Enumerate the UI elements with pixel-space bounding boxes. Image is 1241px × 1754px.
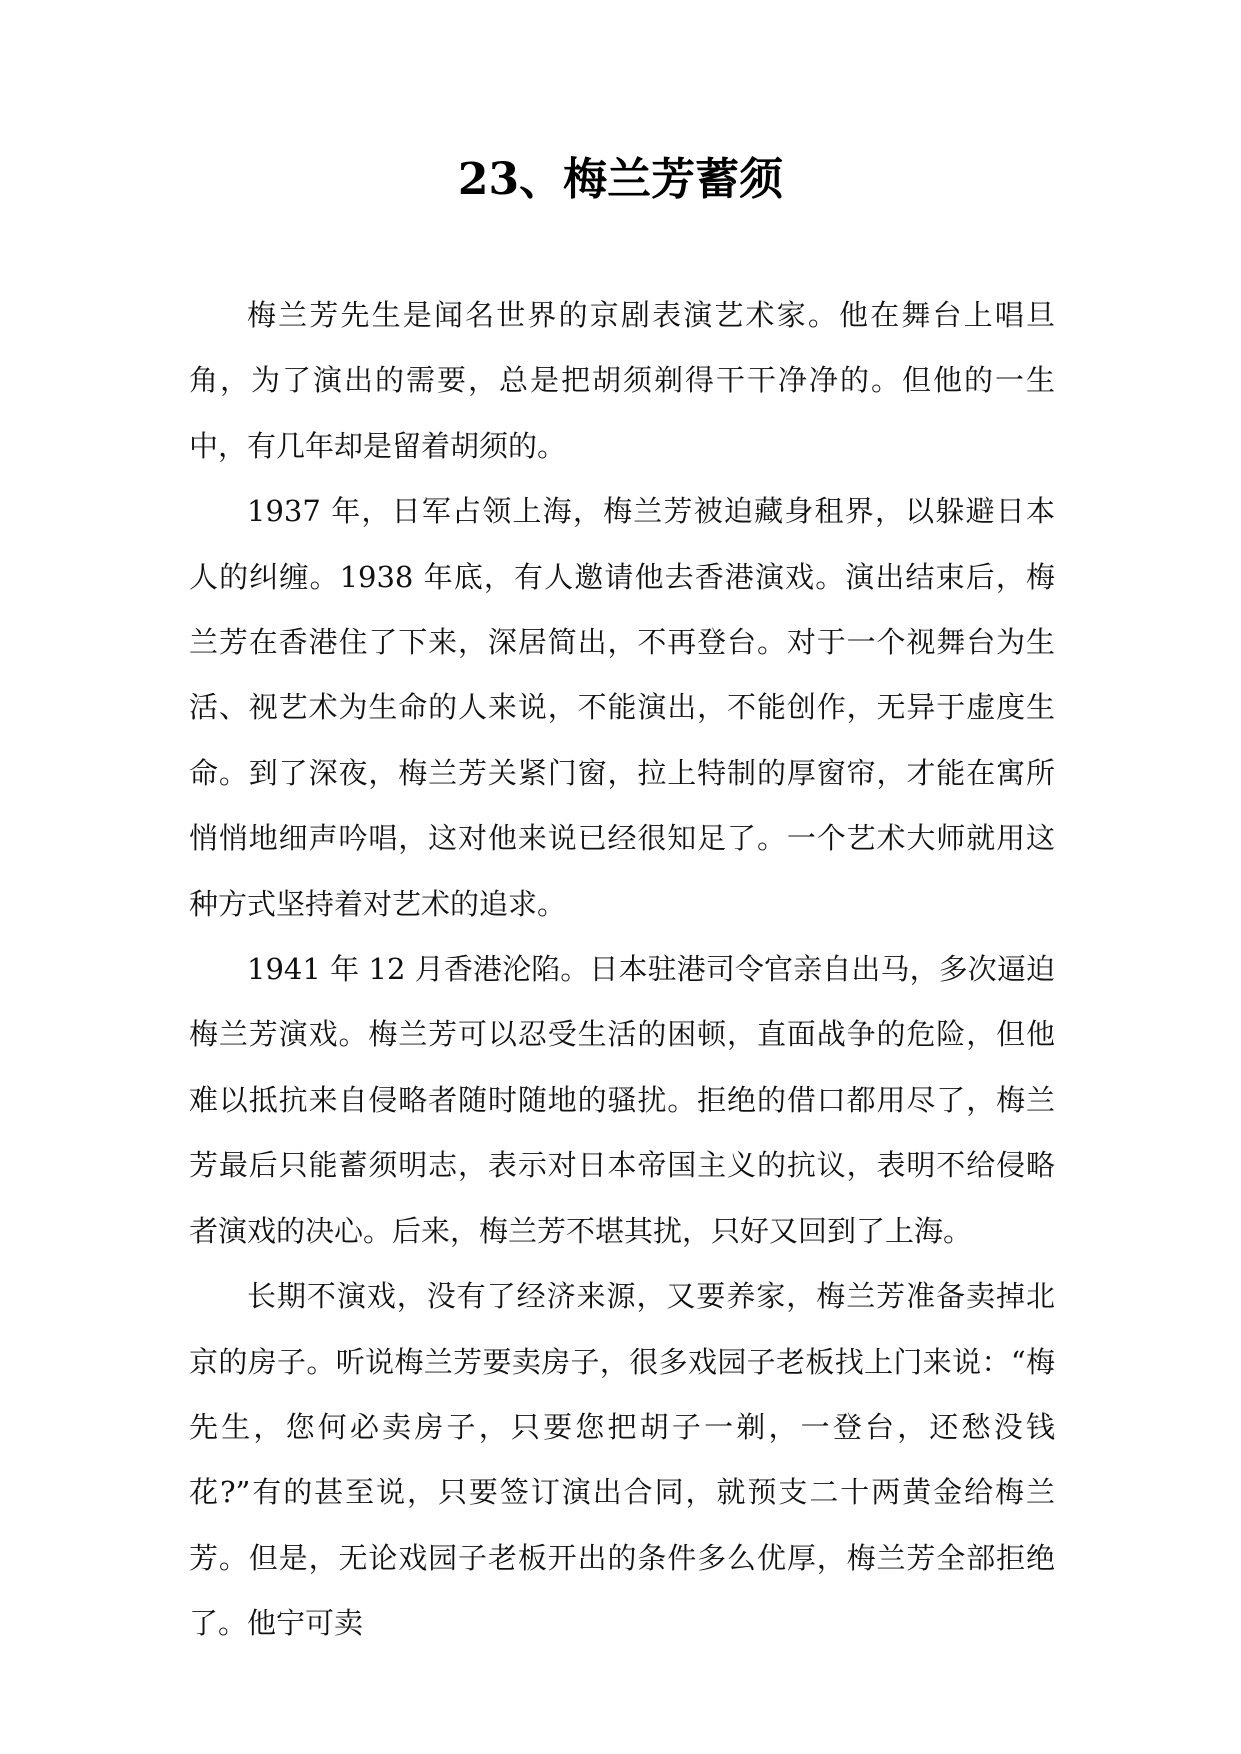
paragraph-3: 1941 年 12 月香港沦陷。日本驻港司令官亲自出马，多次逼迫梅兰芳演戏。梅兰芳可以忍受生活的困顿，直面战争的危险，但他难以抵抗来自侵略者随时随地的骚扰。拒绝的借口都用尽了，梅兰芳最后只能蓄须明志，表示对日本帝国主义的抗议，表明不给侵略者演戏的决心。后来，梅兰芳不堪其扰，只好又回到了上海。 — [189, 952, 1055, 1248]
paragraph-2: 1937 年，日军占领上海，梅兰芳被迫藏身租界，以躲避日本人的纠缠。1938 年底，有人邀请他去香港演戏。演出结束后，梅兰芳在香港住了下来，深居简出，不再登台。对于一个视舞台为生活、视艺术为生命的人来说，不能演出，不能创作，无异于虚度生命。到了深夜，梅兰芳关紧门窗，拉上特制的厚窗帘，才能在寓所悄悄地细声吟唱，这对他来说已经很知足了。一个艺术大师就用这种方式坚持着对艺术的追求。 — [189, 494, 1055, 921]
paragraph-4: 长期不演戏，没有了经济来源，又要养家，梅兰芳准备卖掉北京的房子。听说梅兰芳要卖房子，很多戏园子老板找上门来说：“梅先生，您何必卖房子，只要您把胡子一剃，一登台，还愁没钱花?”有的甚至说，只要签订演出合同，就预支二十两黄金给梅兰芳。但是，无论戏园子老板开出的条件多么优厚，梅兰芳全部拒绝了。他宁可卖 — [189, 1279, 1055, 1641]
article-body — [189, 283, 1055, 1657]
paragraph-1: 梅兰芳先生是闻名世界的京剧表演艺术家。他在舞台上唱旦角，为了演出的需要，总是把胡须剃得干干净净的。但他的一生中，有几年却是留着胡须的。 — [189, 298, 1055, 463]
page-title: 23、梅兰芳蓄须 — [457, 154, 784, 205]
